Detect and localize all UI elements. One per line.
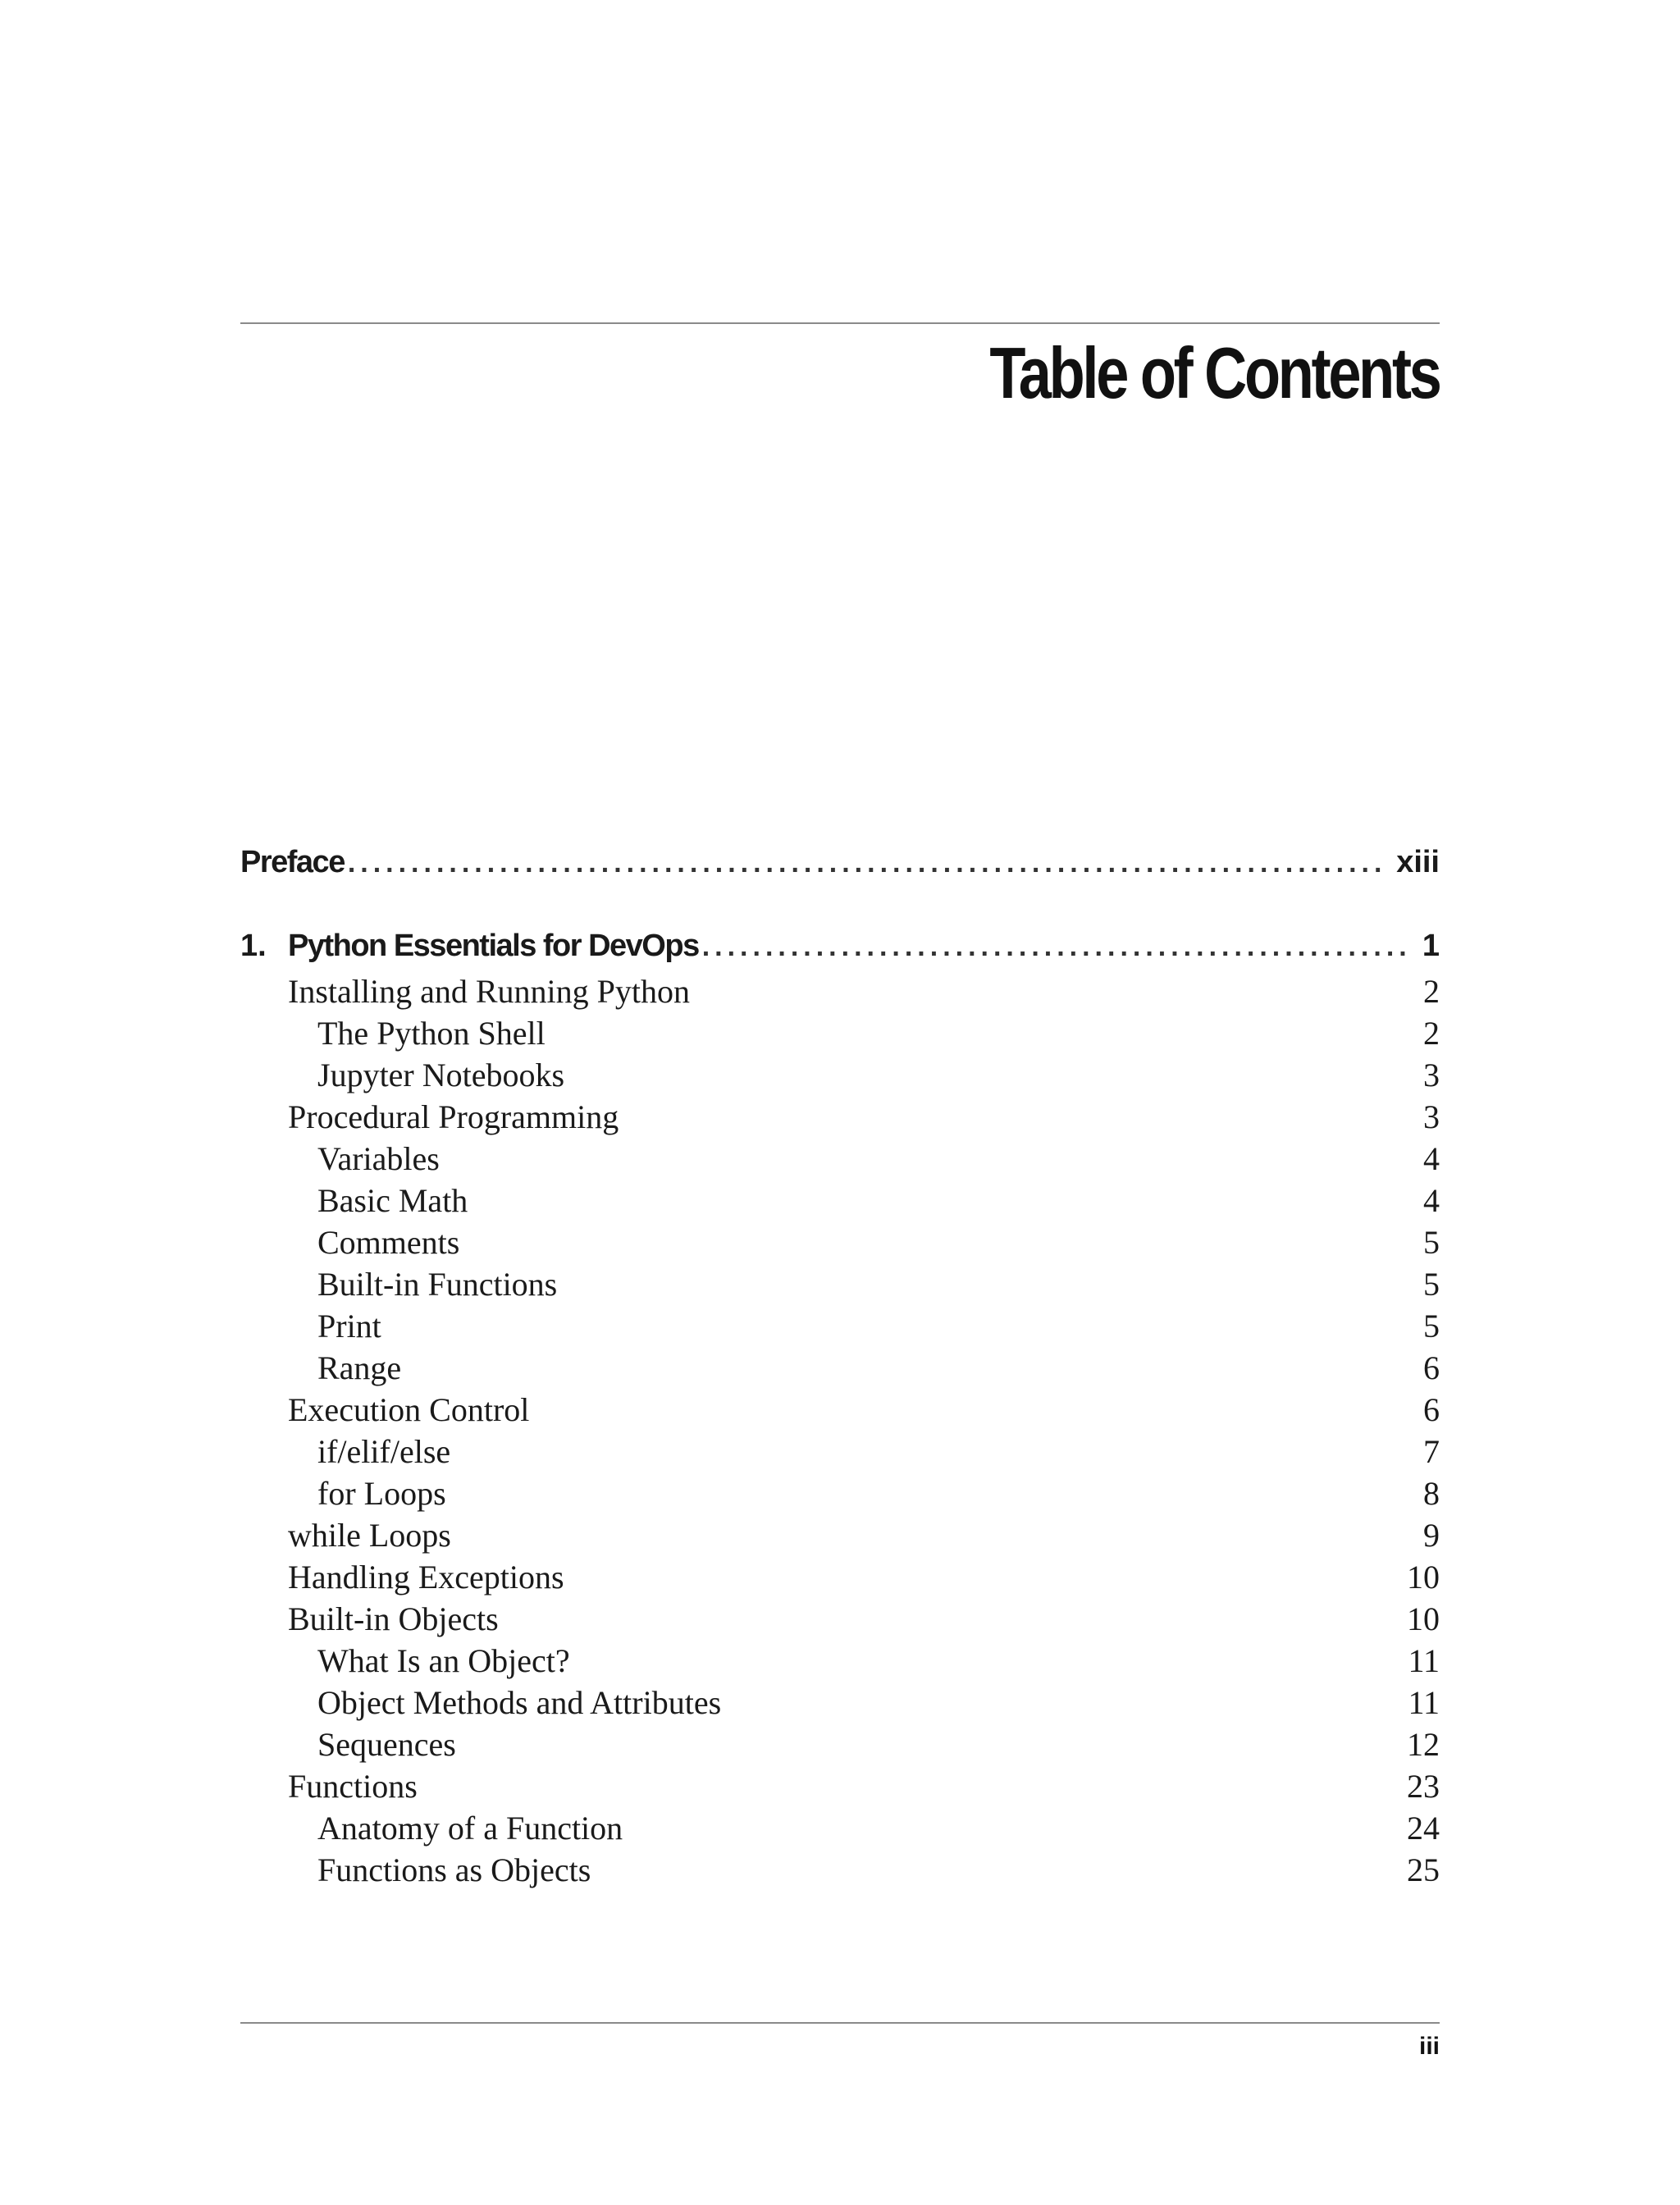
toc-entry-title: Anatomy of a Function [317,1810,623,1847]
toc-entry[interactable] [240,1600,1440,1641]
dot-leader [702,931,1411,963]
chapter-number: 1. [240,929,267,963]
toc-entry-title: Variables [317,1140,440,1177]
toc-entry[interactable] [240,1809,1440,1851]
toc-entry-page: 10 [1407,1600,1440,1637]
toc-entry-page: 1 [1422,929,1440,963]
toc-entry-page: 6 [1423,1391,1440,1428]
toc-entry-title: The Python Shell [317,1015,546,1052]
toc-entry-preface[interactable] [240,845,1440,887]
toc-entry-page: 11 [1408,1684,1440,1721]
toc-entry[interactable] [240,1349,1440,1390]
page-title: Table of Contents [989,332,1440,413]
toc-entry-page: 7 [1423,1433,1440,1470]
bottom-rule [240,2022,1440,2024]
toc-entry[interactable] [240,1474,1440,1516]
toc-entry-title: Installing and Running Python [288,973,690,1010]
toc-entry-title: Comments [317,1224,460,1261]
toc-entry-title: Object Methods and Attributes [317,1684,722,1721]
toc-entry-title: What Is an Object? [317,1642,570,1679]
top-rule [240,322,1440,324]
toc-entry[interactable] [240,1014,1440,1056]
toc-entry-title: if/elif/else [317,1433,451,1470]
toc-entry-title: Preface [240,845,345,879]
toc-entry-page: 4 [1423,1182,1440,1219]
toc-entry-title: Handling Exceptions [288,1559,564,1596]
toc-entry-title: Built-in Objects [288,1600,499,1637]
toc-entry[interactable] [240,1851,1440,1892]
toc-entry[interactable] [240,1767,1440,1809]
toc-entry-page: 23 [1407,1768,1440,1805]
toc-entry[interactable] [240,1139,1440,1181]
toc-entry-page: xiii [1396,845,1440,879]
toc-entry-title: Range [317,1349,402,1386]
toc-entry-page: 8 [1423,1475,1440,1512]
toc-entry-page: 2 [1423,973,1440,1010]
toc-entry-title: Jupyter Notebooks [317,1057,565,1093]
toc-entry-title: Print [317,1308,381,1344]
toc-entry-page: 4 [1423,1140,1440,1177]
toc-entry[interactable] [240,1181,1440,1223]
toc-entry-title: Sequences [317,1726,456,1763]
toc-entry[interactable] [240,1098,1440,1139]
toc-entry[interactable] [240,1390,1440,1432]
toc-entry-title: for Loops [317,1475,446,1512]
toc-entry-page: 12 [1407,1726,1440,1763]
toc-entry-chapter-1[interactable] [240,929,1440,970]
toc-entry[interactable] [240,1516,1440,1558]
toc-entry[interactable] [240,1307,1440,1349]
dot-leader [348,847,1385,879]
toc-entry-title: while Loops [288,1517,451,1554]
toc-entry-page: 9 [1423,1517,1440,1554]
toc-entry[interactable] [240,1683,1440,1725]
toc-entry[interactable] [240,1265,1440,1307]
toc-entry-page: 6 [1423,1349,1440,1386]
toc-entry-page: 2 [1423,1015,1440,1052]
toc-entry-title: Basic Math [317,1182,468,1219]
toc-entry[interactable] [240,1056,1440,1098]
toc-entry-page: 11 [1408,1642,1440,1679]
toc-entry-page: 25 [1407,1851,1440,1888]
toc-entry-page: 3 [1423,1057,1440,1093]
toc-entry[interactable] [240,972,1440,1014]
toc-entry-page: 10 [1407,1559,1440,1596]
toc-entry-title: Functions [288,1768,418,1805]
toc-entry[interactable] [240,1558,1440,1600]
toc-entry[interactable] [240,1223,1440,1265]
toc-entry-title: Execution Control [288,1391,530,1428]
toc-entry-title: Functions as Objects [317,1851,591,1888]
toc-entry-page: 24 [1407,1810,1440,1847]
toc-entry-page: 5 [1423,1224,1440,1261]
toc-entry[interactable] [240,1725,1440,1767]
toc-entry-page: 5 [1423,1266,1440,1303]
toc-entry[interactable] [240,1641,1440,1683]
toc-entry-page: 3 [1423,1098,1440,1135]
page-number: iii [1418,2033,1440,2060]
toc-entry-title: Procedural Programming [288,1098,619,1135]
toc-entry-title: Built-in Functions [317,1266,558,1303]
toc-entry[interactable] [240,1432,1440,1474]
toc-entry-page: 5 [1423,1308,1440,1344]
toc-entry-title: Python Essentials for DevOps [288,929,699,963]
